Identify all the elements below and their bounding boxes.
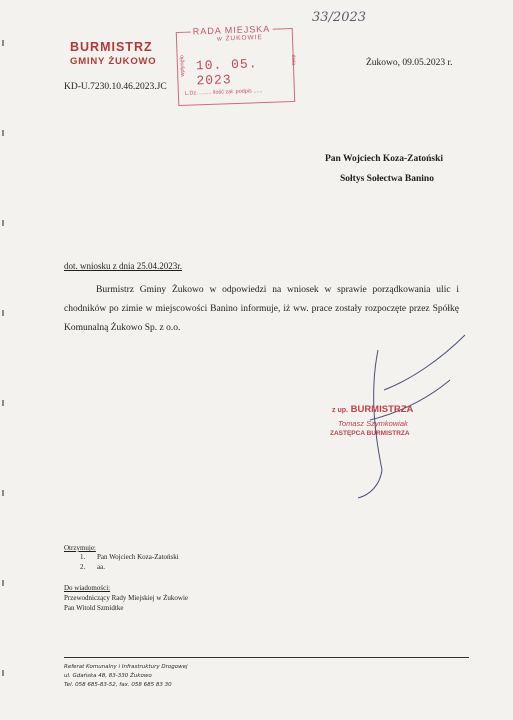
- stamp-title: RADA MIEJSKA: [192, 23, 271, 37]
- stamp-subtitle: w ŻUKOWIE: [216, 34, 263, 43]
- binding-mark: [2, 400, 4, 406]
- stamp-bottom-line: L.Dz. ........ ilość zał. podpis ......: [184, 88, 263, 97]
- stamp-side-left: wpłynęło: [179, 55, 187, 77]
- reference-number: KD-U.7230.10.46.2023.JC: [64, 82, 167, 92]
- binding-mark: [2, 490, 4, 496]
- binding-mark: [2, 40, 4, 46]
- signature-stamp-title: [332, 404, 413, 415]
- letterhead-line1: BURMISTRZ: [70, 40, 153, 54]
- footer-divider: [64, 657, 469, 658]
- signature-role: ZASTĘPCA BURMISTRZA: [330, 430, 410, 437]
- footer-department: Referat Komunalny i Infrastruktury Drogowej: [64, 664, 188, 670]
- signature-title: BURMISTRZA: [350, 404, 414, 415]
- signature-name: Tomasz Szymkowiak: [338, 419, 408, 428]
- binding-mark: [2, 580, 4, 586]
- place-date: Żukowo, 09.05.2023 r.: [366, 58, 453, 68]
- binding-mark: [2, 310, 4, 316]
- footer-address: ul. Gdańska 48, 83-330 Żukowo: [64, 673, 152, 679]
- recipient-name: Pan Wojciech Koza-Zatoński: [325, 154, 444, 164]
- letterhead-line2: GMINY ŻUKOWO: [70, 56, 157, 67]
- for-information-item: Przewodniczący Rady Miejskiej w Żukowie: [64, 594, 189, 602]
- binding-mark: [2, 220, 4, 226]
- binding-mark: [2, 130, 4, 136]
- footer-phone: Tel. 058 685-83-52, fax. 058 685 83 30: [64, 682, 172, 688]
- distribution-label: Otrzymuje:: [64, 544, 96, 552]
- for-information-item: Pan Witold Szmidtke: [64, 604, 124, 612]
- subject-line: dot. wniosku z dnia 25.04.2023r.: [64, 261, 182, 271]
- distribution-item-number: 1.: [80, 553, 86, 561]
- recipient-title: Sołtys Sołectwa Banino: [340, 174, 434, 184]
- stamp-date: 10. 05. 2023: [195, 56, 258, 89]
- distribution-item: aa.: [97, 563, 105, 571]
- received-stamp: [176, 23, 297, 106]
- letter-body: Burmistrz Gminy Żukowo w odpowiedzi na wniosek w sprawie porządkowania ulic i chodników po zimie w miejscowości Banino informuje, iż ww. prace zostały rozpoczęte przez Spółkę Komunalną Żukowo Sp. z o.o.: [64, 285, 459, 333]
- signature-prefix: z up.: [332, 407, 348, 414]
- distribution-item: Pan Wojciech Koza-Zatoński: [97, 553, 179, 561]
- distribution-item-number: 2.: [80, 563, 86, 571]
- for-information-label: Do wiadomości:: [64, 584, 111, 592]
- binding-mark: [2, 670, 4, 676]
- stamp-side-right: data: [290, 54, 297, 66]
- handwritten-registration-number: 33/2023: [312, 10, 367, 25]
